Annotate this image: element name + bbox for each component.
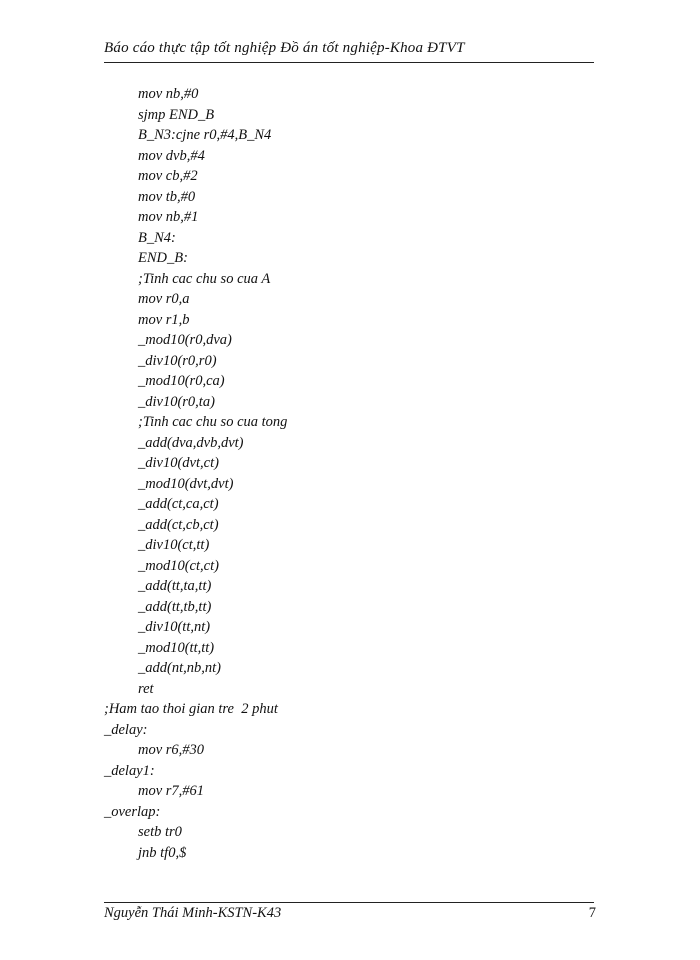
code-line: ret bbox=[138, 680, 154, 697]
code-line: _add(ct,cb,ct) bbox=[138, 516, 219, 533]
header-divider bbox=[104, 62, 594, 63]
code-line: _add(dva,dvb,dvt) bbox=[138, 434, 244, 451]
code-line: _mod10(tt,tt) bbox=[138, 639, 215, 656]
code-line: _div10(r0,r0) bbox=[138, 352, 217, 369]
code-line: mov tb,#0 bbox=[138, 188, 196, 205]
code-line: _mod10(ct,ct) bbox=[138, 557, 219, 574]
code-line: _overlap: bbox=[104, 803, 161, 820]
code-line: ;Tinh cac chu so cua A bbox=[138, 270, 271, 287]
code-line: B_N3:cjne r0,#4,B_N4 bbox=[138, 127, 272, 143]
code-line: _delay1: bbox=[104, 762, 155, 779]
code-line: mov r0,a bbox=[138, 291, 190, 307]
code-line: _div10(ct,tt) bbox=[138, 537, 210, 553]
code-line: setb tr0 bbox=[138, 824, 182, 840]
code-line: _div10(dvt,ct) bbox=[138, 455, 219, 471]
code-line: mov r7,#61 bbox=[138, 783, 205, 799]
code-line: B_N4: bbox=[138, 229, 176, 246]
code-line: _delay: bbox=[104, 721, 148, 738]
code-line: _add(ct,ca,ct) bbox=[138, 496, 219, 512]
code-line: mov cb,#2 bbox=[138, 168, 198, 184]
code-line: _add(tt,ta,tt) bbox=[138, 578, 212, 594]
code-line: _mod10(r0,ca) bbox=[138, 373, 225, 389]
code-line: ;Ham tao thoi gian tre 2 phut bbox=[104, 701, 278, 717]
footer-divider bbox=[104, 902, 594, 903]
code-line: mov nb,#1 bbox=[138, 209, 199, 225]
page-header: Báo cáo thực tập tốt nghiệp Đồ án tốt nghiệp-Khoa ĐTVT bbox=[104, 40, 465, 56]
code-line: jnb tf0,$ bbox=[138, 844, 187, 861]
code-line: _mod10(dvt,dvt) bbox=[138, 475, 234, 492]
footer-author: Nguyễn Thái Minh-KSTN-K43 bbox=[104, 905, 282, 921]
code-line: _div10(tt,nt) bbox=[138, 619, 211, 635]
code-line: _mod10(r0,dva) bbox=[138, 332, 232, 348]
code-line: sjmp END_B bbox=[138, 106, 215, 123]
code-line: _add(tt,tb,tt) bbox=[138, 598, 212, 615]
code-line: _div10(r0,ta) bbox=[138, 393, 215, 410]
code-line: mov dvb,#4 bbox=[138, 147, 205, 164]
code-line: _add(nt,nb,nt) bbox=[138, 660, 221, 676]
code-line: mov r6,#30 bbox=[138, 742, 205, 758]
code-line: END_B: bbox=[138, 250, 188, 266]
code-line: mov nb,#0 bbox=[138, 86, 199, 102]
page-number: 7 bbox=[588, 905, 596, 921]
code-line: ;Tinh cac chu so cua tong bbox=[138, 414, 288, 430]
code-line: mov r1,b bbox=[138, 311, 190, 328]
